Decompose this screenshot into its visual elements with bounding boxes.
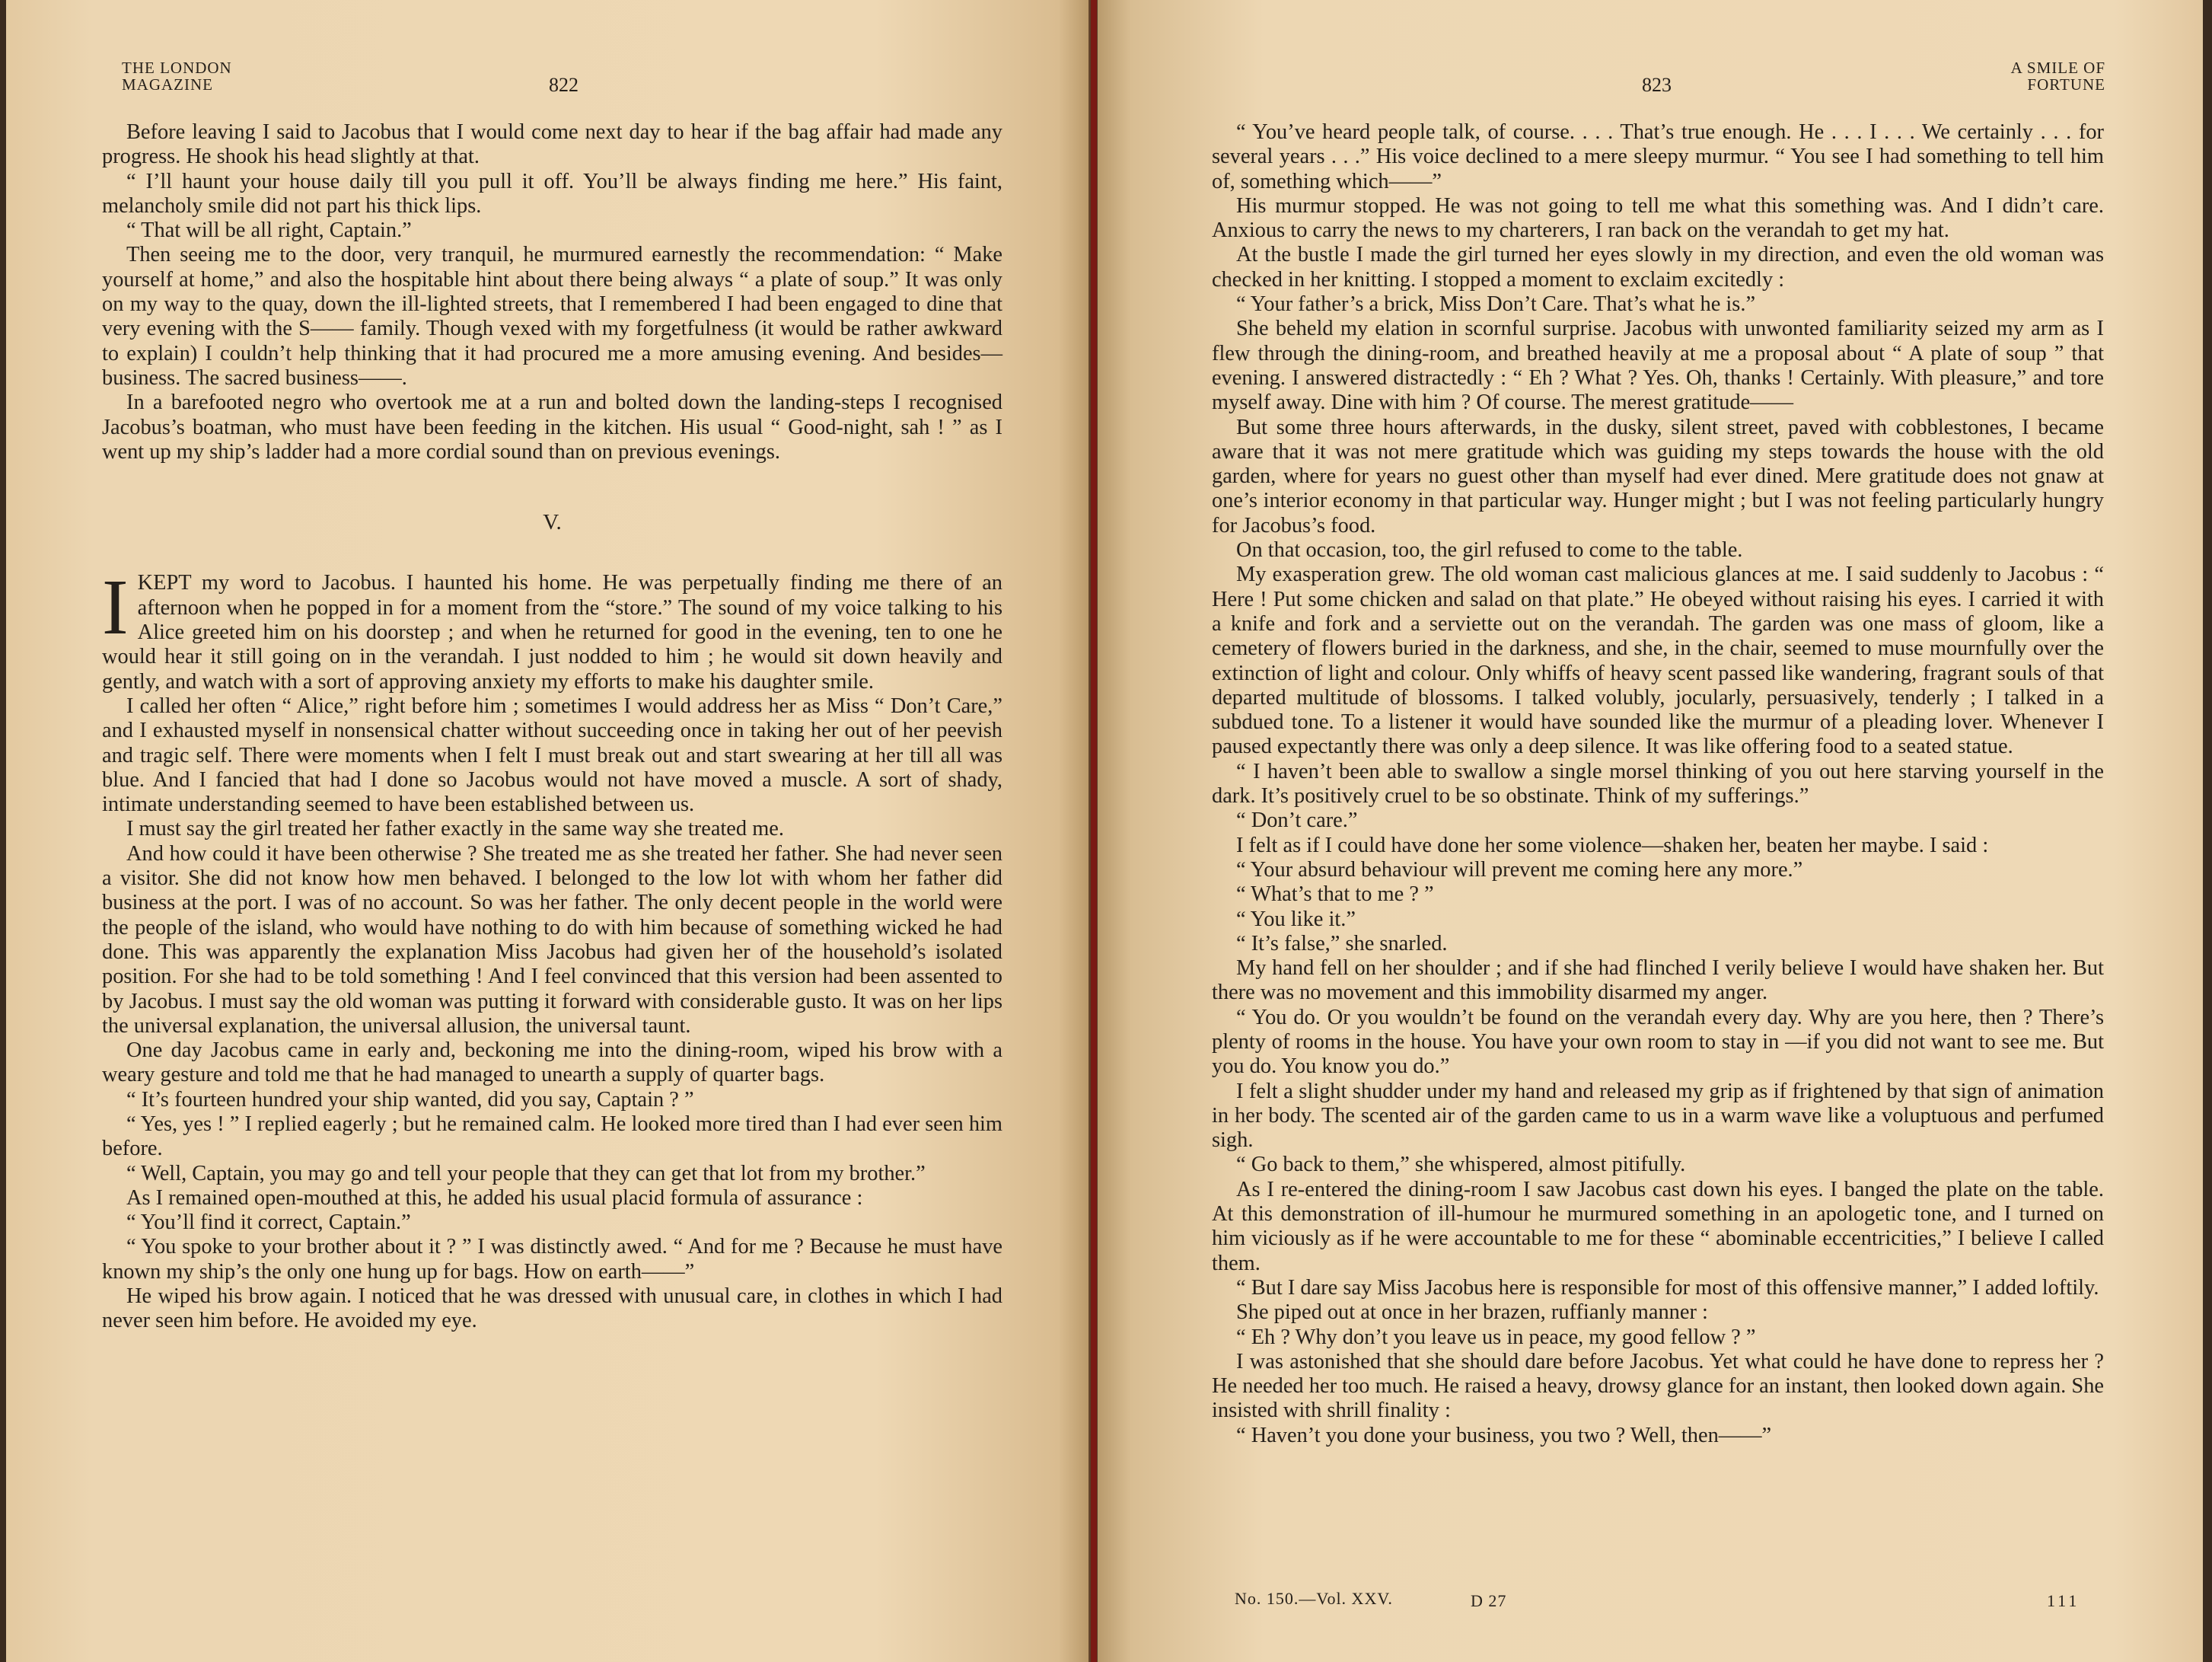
paragraph: “ What’s that to me ? ” (1236, 882, 1434, 907)
running-head-line-2: MAGAZINE (122, 75, 213, 94)
paragraph: One day Jacobus came in early and, beckoning me into the dining-room, wiped his brow with a weary gesture and told me that he had managed to unearth a supply of quarter bags. (102, 1038, 1002, 1087)
section-heading: V. (543, 510, 562, 535)
paragraph: “ Eh ? Why don’t you leave us in peace, my good fellow ? ” (1236, 1325, 1756, 1349)
paragraph: “ You do. Or you wouldn’t be found on the verandah every day. Why are you here, then ? There’s plenty of rooms in the house. You have your own room to stay in —if you did not want to see me. But you do. You know you do.” (1212, 1005, 2104, 1079)
paragraph: I must say the girl treated her father exactly in the same way she treated me. (126, 817, 784, 841)
paragraph: “ It’s false,” she snarled. (1236, 931, 1448, 955)
paragraph: She beheld my elation in scornful surprise. Jacobus with unwonted familiarity seized my arm as I flew through the dining-room, and breathed heavily at me a proposal about “ A plate of soup ” that evening. I answered distractedly : “ Eh ? What ? Yes. Oh, thanks ! Certainly. With pleasure,” and tore myself away. Dine with him ? Of course. The merest gratitude—— (1212, 317, 2104, 415)
paragraph-opening (102, 563, 1002, 694)
paragraph: “ I haven’t been able to swallow a single morsel thinking of you out here starving yourself in the dark. It’s positively cruel to be so obstinate. Think of my sufferings.” (1212, 759, 2104, 809)
paragraph: In a barefooted negro who overtook me at a run and bolted down the landing-steps I recognised Jacobus’s boatman, who must have been feeding in the kitchen. His usual “ Good-night, sah ! ” as I went up my ship’s ladder had a more cordial sound than on previous evenings. (102, 391, 1002, 464)
footer-signature: D 27 (1471, 1591, 1507, 1610)
paragraph: “ Your father’s a brick, Miss Don’t Care. That’s what he is.” (1236, 292, 1756, 317)
paragraph: She piped out at once in her brazen, ruffianly manner : (1236, 1300, 1708, 1325)
footer-issue: No. 150.—Vol. XXV. (1235, 1589, 1393, 1608)
paragraph: I was astonished that she should dare before Jacobus. Yet what could he have done to repress her ? He needed her too much. He raised a heavy, drowsy glance for an instant, then looked down again. She insisted with shrill finality : (1212, 1349, 2104, 1423)
paragraph: His murmur stopped. He was not going to tell me what this something was. And I didn’t care. Anxious to carry the news to my charterers, I ran back on the verandah to get my hat. (1212, 193, 2104, 243)
paragraph: “ Don’t care.” (1236, 809, 1358, 833)
right-page (1098, 0, 2203, 1662)
footer-number: 111 (2047, 1591, 2080, 1610)
paragraph: As I re-entered the dining-room I saw Jacobus cast down his eyes. I banged the plate on the table. At this demonstration of ill-humour he murmured something in an apologetic tone, and I turned on him viciously as if he were accountable to me for these “ abominable eccentricities,” I believe I called them. (1212, 1177, 2104, 1275)
left-page (6, 0, 1091, 1662)
paragraph: On that occasion, too, the girl refused to come to the table. (1236, 538, 1743, 563)
running-head-line-1: A SMILE OF (2010, 59, 2105, 77)
paragraph: “ You’ve heard people talk, of course. . . . That’s true enough. He . . . I . . . We certainly . . . for several years . . .” His voice declined to a mere sleepy murmur. “ You see I had something to tell him of, something which——” (1212, 120, 2104, 193)
running-head-left (122, 59, 232, 93)
paragraph: I felt as if I could have done her some violence—shaken her, beaten her maybe. I said : (1236, 833, 1989, 857)
page-number-right: 823 (1642, 74, 1672, 96)
left-text-column (102, 120, 1002, 1334)
paragraph: Then seeing me to the door, very tranquil, he murmured earnestly the recommendation: “ Make yourself at home,” and also the hospitable hint about there being always “ a plate of soup.” It was only on my way to the quay, down the ill-lighted streets, that I remembered I had been engaged to dine that very evening with the S—— family. Though vexed with my forgetfulness (it would be rather awkward to explain) I couldn’t help thinking that it had procured me a more amusing evening. And besides—business. The sacred business——. (102, 243, 1002, 390)
paragraph: “ You like it.” (1236, 907, 1356, 931)
paragraph-text: KEPT my word to Jacobus. I haunted his home. He was perpetually finding me there of an afternoon when he popped in for a moment from the “store.” The sound of my voice talking to his Alice greeted him on his doorstep ; and when he returned for good in the evening, ten to one he would hear it still going on in the verandah. I just nodded to him ; he would sit down heavily and gently, and watch with a sort of approving anxiety my efforts to make his daughter smile. (102, 571, 1002, 694)
paragraph: At the bustle I made the girl turned her eyes slowly in my direction, and even the old woman was checked in her knitting. I stopped a moment to exclaim excitedly : (1212, 243, 2104, 292)
paragraph: As I remained open-mouthed at this, he added his usual placid formula of assurance : (126, 1185, 863, 1210)
paragraph: “ Your absurd behaviour will prevent me coming here any more.” (1236, 857, 1803, 882)
paragraph: He wiped his brow again. I noticed that he was dressed with unusual care, in clothes in which I had never seen him before. He avoided my eye. (102, 1284, 1002, 1333)
running-head-right (2011, 59, 2105, 93)
paragraph: “ You’ll find it correct, Captain.” (126, 1211, 411, 1235)
paragraph: “ You spoke to your brother about it ? ” I was distinctly awed. “ And for me ? Because he must have known my ship’s the only one hung up for bags. How on earth——” (102, 1235, 1002, 1284)
page-number-left: 822 (549, 74, 578, 96)
running-head-line-1: THE LONDON (122, 59, 232, 77)
paragraph: “ Haven’t you done your business, you two ? Well, then——” (1236, 1423, 1772, 1447)
paragraph: “ I’ll haunt your house daily till you pull it off. You’ll be always finding me here.” His faint, melancholy smile did not part his thick lips. (102, 169, 1002, 218)
paragraph: I felt a slight shudder under my hand and released my grip as if frightened by that sign of animation in her body. The scented air of the garden came to us in a warm wave like a voluptuous and perfumed sigh. (1212, 1079, 2104, 1153)
paragraph: “ It’s fourteen hundred your ship wanted, did you say, Captain ? ” (126, 1087, 694, 1112)
right-text-column (1212, 120, 2104, 1448)
paragraph: “ Go back to them,” she whispered, almost pitifully. (1236, 1153, 1686, 1177)
drop-cap: I (102, 563, 129, 652)
paragraph: “ But I dare say Miss Jacobus here is responsible for most of this offensive manner,” I added loftily. (1236, 1275, 2099, 1300)
paragraph: My hand fell on her shoulder ; and if she had flinched I verily believe I would have shaken her. But there was no movement and this immobility disarmed my anger. (1212, 956, 2104, 1005)
running-head-line-2: FORTUNE (2027, 75, 2105, 94)
paragraph: “ Well, Captain, you may go and tell your people that they can get that lot from my brother.” (126, 1161, 926, 1185)
paragraph: Before leaving I said to Jacobus that I would come next day to hear if the bag affair had made any progress. He shook his head slightly at that. (102, 120, 1002, 169)
paragraph: And how could it have been otherwise ? She treated me as she treated her father. She had never seen a visitor. She did not know how men behaved. I belonged to the low lot with whom her father did business at the port. I was of no account. So was her father. The only decent people in the world were the people of the island, who would have nothing to do with him because of something wicked he had done. This was apparently the explanation Miss Jacobus had given her of the household’s isolated position. For she had to be told something ! And I feel convinced that this version had been assented to by Jacobus. I must say the old woman was putting it forward with considerable gusto. It was on her lips the universal explanation, the universal allusion, the universal taunt. (102, 841, 1002, 1038)
paragraph: “ Yes, yes ! ” I replied eagerly ; but he remained calm. He looked more tired than I had ever seen him before. (102, 1112, 1002, 1161)
paragraph: My exasperation grew. The old woman cast malicious glances at me. I said suddenly to Jacobus : “ Here ! Put some chicken and salad on that plate.” He obeyed without raising his eyes. I carried it with a knife and fork and a serviette out on the verandah. The garden was one mass of gloom, like a cemetery of flowers buried in the darkness, and she, in the chair, seemed to muse mournfully over the extinction of light and colour. Only whiffs of heavy scent passed like wandering, fragrant souls of that departed multitude of blossoms. I talked volubly, jocularly, persuasively, tenderly ; I talked in a subdued tone. To a listener it would have sounded like the murmur of a pleading lover. Whenever I paused expectantly there was only a deep silence. It was like offering food to a seated statue. (1212, 563, 2104, 759)
book-spine (1091, 0, 1097, 1662)
paragraph: I called her often “ Alice,” right before him ; sometimes I would address her as Miss “ Don’t Care,” and I exhausted myself in nonsensical chatter without succeeding once in taking her out of her peevish and tragic self. There were moments when I felt I must break out and start swearing at her till all was blue. And I fancied that had I done so Jacobus would not have moved a muscle. A sort of shady, intimate understanding seemed to have been established between us. (102, 694, 1002, 817)
paragraph: “ That will be all right, Captain.” (126, 219, 412, 243)
paragraph: But some three hours afterwards, in the dusky, silent street, paved with cobblestones, I became aware that it was not mere gratitude which was guiding my steps towards the house with the old garden, where for years no guest other than myself had ever dined. Mere gratitude does not gnaw at one’s interior economy in that particular way. Hunger might ; but I was not feeling particularly hungry for Jacobus’s food. (1212, 415, 2104, 538)
